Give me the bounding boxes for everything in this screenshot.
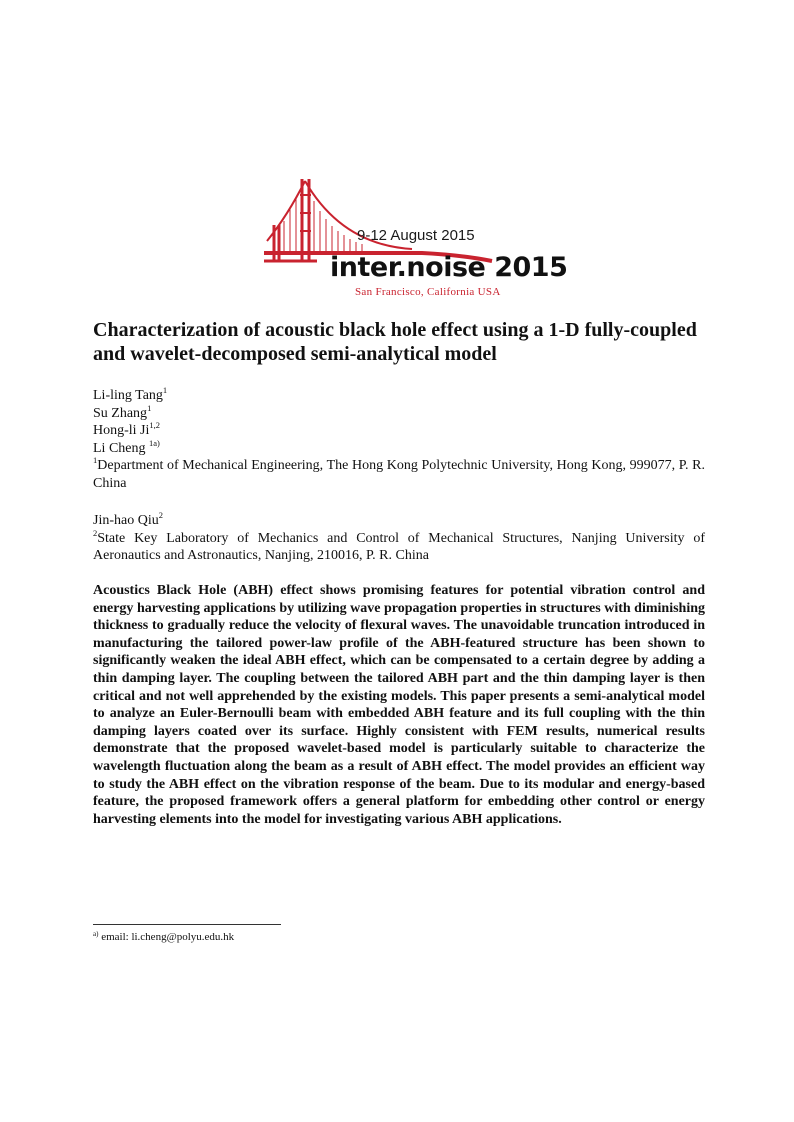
logo-brand: inter.noise 2015 xyxy=(330,252,568,283)
footnote-divider xyxy=(93,924,281,925)
author-line xyxy=(93,387,705,405)
author-line xyxy=(93,422,705,440)
author-superscript: 1 xyxy=(162,385,168,395)
affiliation-2 xyxy=(93,527,705,565)
author-superscript: 2 xyxy=(158,510,163,520)
author-superscript: 1 xyxy=(147,402,152,413)
affiliation-text: Department of Mechanical Engineering, The Hong Kong Polytechnic University, Hong Kong, 999077, P. R. China xyxy=(93,458,705,491)
author-name: Hong-li Ji xyxy=(93,423,150,439)
footnote-marker: a) xyxy=(93,930,99,938)
paper-title: Characterization of acoustic black hole effect using a 1-D fully-coupled and wavelet-decomposed semi-analytical model xyxy=(93,319,697,365)
author-superscript: 1,2 xyxy=(149,420,161,431)
author-superscript: 1a) xyxy=(149,437,160,448)
author-line xyxy=(93,437,705,458)
logo-date: 9-12 August 2015 xyxy=(357,227,475,244)
affiliation-superscript: 1 xyxy=(93,455,98,466)
golden-gate-bridge-icon xyxy=(264,179,492,261)
author-block-1 xyxy=(93,387,705,493)
author-line xyxy=(93,512,705,530)
author-name: Li-ling Tang xyxy=(93,388,163,403)
affiliation-superscript: 2 xyxy=(93,527,98,538)
author-name: Li Cheng xyxy=(93,440,149,456)
author-name: Jin-hao Qiu xyxy=(93,513,159,528)
author-line xyxy=(93,402,705,423)
abstract: Acoustics Black Hole (ABH) effect shows promising features for potential vibration control and energy harvesting applications by utilizing wave propagation properties in structures with diminishing thickness to gradually reduce the velocity of flexural waves. The unavoidable truncation introduced in manufacturing the tailored power-law profile of the ABH-featured structure has been shown to significantly weaken the ideal ABH effect, which can be compensated to a certain degree by adding a thin damping layer. The coupling between the tailored ABH part and the thin damping layer is then critical and not well apprehended by the existing models. This paper presents a semi-analytical model to analyze an Euler-Bernoulli beam with embedded ABH feature and its full coupling with the thin damping layers coated over its surface. Highly consistent with FEM results, numerical results demonstrate that the proposed wavelet-based model is particularly suitable to characterize the wavelength fluctuation along the beam as a result of ABH effect. The model provides an efficient way to study the ABH effect on the vibration response of the beam. Due to its modular and energy-based feature, the proposed framework offers a general platform for embedding other control or energy harvesting elements into the model for investigating various ABH applications. xyxy=(93,583,705,827)
logo-location: San Francisco, California USA xyxy=(355,286,501,298)
conference-logo xyxy=(262,175,568,305)
affiliation-1 xyxy=(93,457,705,492)
author-name: Su Zhang xyxy=(93,405,148,421)
author-block-2 xyxy=(93,512,705,565)
affiliation-text: State Key Laboratory of Mechanics and Control of Mechanical Structures, Nanjing University of Aeronautics and Astronautics, Nanjing, 210016, P. R. China xyxy=(93,530,705,564)
footnote xyxy=(93,930,234,944)
footnote-text: email: li.cheng@polyu.edu.hk xyxy=(98,931,235,943)
